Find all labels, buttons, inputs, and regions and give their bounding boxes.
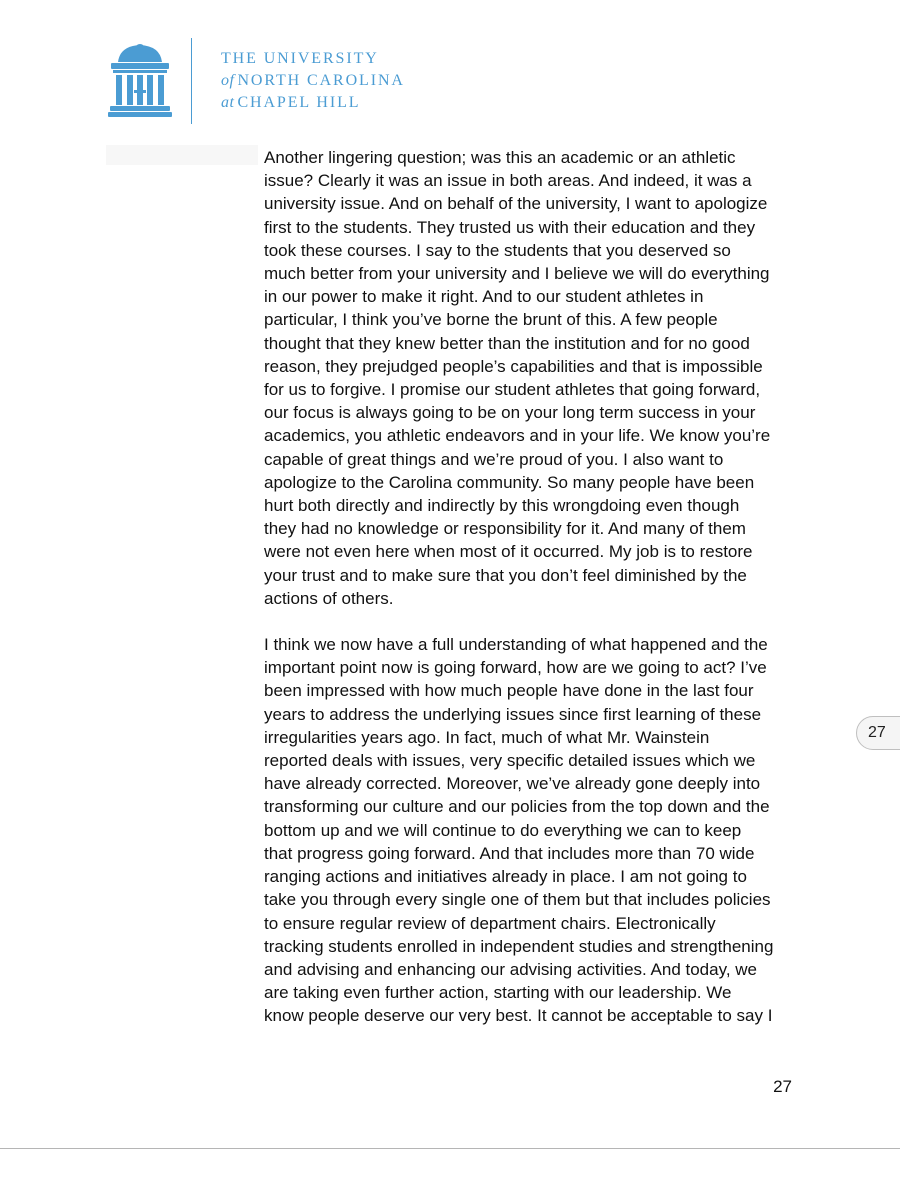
wordmark-of: of bbox=[221, 72, 235, 89]
text-line: much better from your university and I believe we will do everything bbox=[264, 264, 770, 284]
text-line: and advising and enhancing our advising activities. And today, we bbox=[264, 959, 758, 979]
text-line: ranging actions and initiatives already in place. I am not going to bbox=[264, 867, 747, 887]
text-line: been impressed with how much people have done in the last four bbox=[264, 681, 754, 701]
page-bottom-divider bbox=[0, 1148, 900, 1149]
old-well-logo-icon bbox=[108, 42, 172, 118]
wordmark-at: at bbox=[221, 94, 235, 111]
document-body bbox=[264, 146, 804, 1028]
wordmark-university: THE UNIVERSITY bbox=[221, 50, 379, 67]
wordmark-line-3 bbox=[221, 92, 405, 114]
wordmark-line-1 bbox=[221, 48, 405, 70]
text-line: they had no knowledge or responsibility for it. And many of them bbox=[264, 519, 746, 539]
text-line: our focus is always going to be on your long term success in your bbox=[264, 403, 756, 423]
wordmark-chapel-hill: CHAPEL HILL bbox=[237, 94, 361, 111]
text-line: reported deals with issues, very specific detailed issues which we bbox=[264, 751, 756, 771]
text-line: issue? Clearly it was an issue in both areas. And indeed, it was a bbox=[264, 171, 752, 191]
text-line: know people deserve our very best. It cannot be acceptable to say I bbox=[264, 1006, 773, 1026]
university-header bbox=[108, 36, 508, 128]
text-line: transforming our culture and our policies from the top down and the bbox=[264, 797, 770, 817]
wordmark-line-2 bbox=[221, 70, 405, 92]
text-line: bottom up and we will continue to do everything we can to keep bbox=[264, 820, 742, 840]
text-line: your trust and to make sure that you don’t feel diminished by the bbox=[264, 565, 747, 585]
text-line: capable of great things and we’re proud of you. I also want to bbox=[264, 449, 724, 469]
text-line: Another lingering question; was this an academic or an athletic bbox=[264, 148, 736, 167]
text-line: thought that they knew better than the institution and for no good bbox=[264, 333, 750, 353]
text-line: took these courses. I say to the students that you deserved so bbox=[264, 240, 731, 260]
text-line: university issue. And on behalf of the university, I want to apologize bbox=[264, 194, 768, 214]
text-line: in our power to make it right. And to our student athletes in bbox=[264, 287, 704, 307]
text-line: academics, you athletic endeavors and in your life. We know you’re bbox=[264, 426, 771, 446]
paragraph-2 bbox=[264, 633, 804, 1027]
text-line: reason, they prejudged people’s capabilities and that is impossible bbox=[264, 356, 763, 376]
text-line: that progress going forward. And that includes more than 70 wide bbox=[264, 843, 755, 863]
text-line: actions of others. bbox=[264, 588, 394, 608]
text-line: important point now is going forward, how are we going to act? I’ve bbox=[264, 658, 767, 678]
text-line: apologize to the Carolina community. So many people have been bbox=[264, 472, 755, 492]
wordmark-north-carolina: NORTH CAROLINA bbox=[237, 72, 405, 89]
logo-divider bbox=[191, 38, 192, 124]
text-line: take you through every single one of them but that includes policies bbox=[264, 890, 771, 910]
text-line: irregularities years ago. In fact, much of what Mr. Wainstein bbox=[264, 727, 710, 747]
text-line: to ensure regular review of department chairs. Electronically bbox=[264, 913, 716, 933]
paragraph-1 bbox=[264, 146, 804, 610]
text-line: years to address the underlying issues since first learning of these bbox=[264, 704, 762, 724]
text-line: have already corrected. Moreover, we’ve already gone deeply into bbox=[264, 774, 761, 794]
text-line: were not even here when most of it occurred. My job is to restore bbox=[264, 542, 753, 562]
margin-shading bbox=[106, 145, 258, 165]
text-line: particular, I think you’ve borne the brunt of this. A few people bbox=[264, 310, 718, 330]
page-number: 27 bbox=[773, 1077, 792, 1096]
text-line: first to the students. They trusted us with their education and they bbox=[264, 217, 756, 237]
text-line: tracking students enrolled in independent studies and strengthening bbox=[264, 936, 774, 956]
text-line: for us to forgive. I promise our student athletes that going forward, bbox=[264, 380, 761, 400]
text-line: are taking even further action, starting with our leadership. We bbox=[264, 983, 732, 1003]
page-indicator-tab[interactable]: 27 bbox=[856, 716, 900, 750]
university-wordmark bbox=[221, 48, 405, 114]
text-line: hurt both directly and indirectly by this wrongdoing even though bbox=[264, 496, 740, 516]
text-line: I think we now have a full understanding of what happened and the bbox=[264, 635, 768, 655]
